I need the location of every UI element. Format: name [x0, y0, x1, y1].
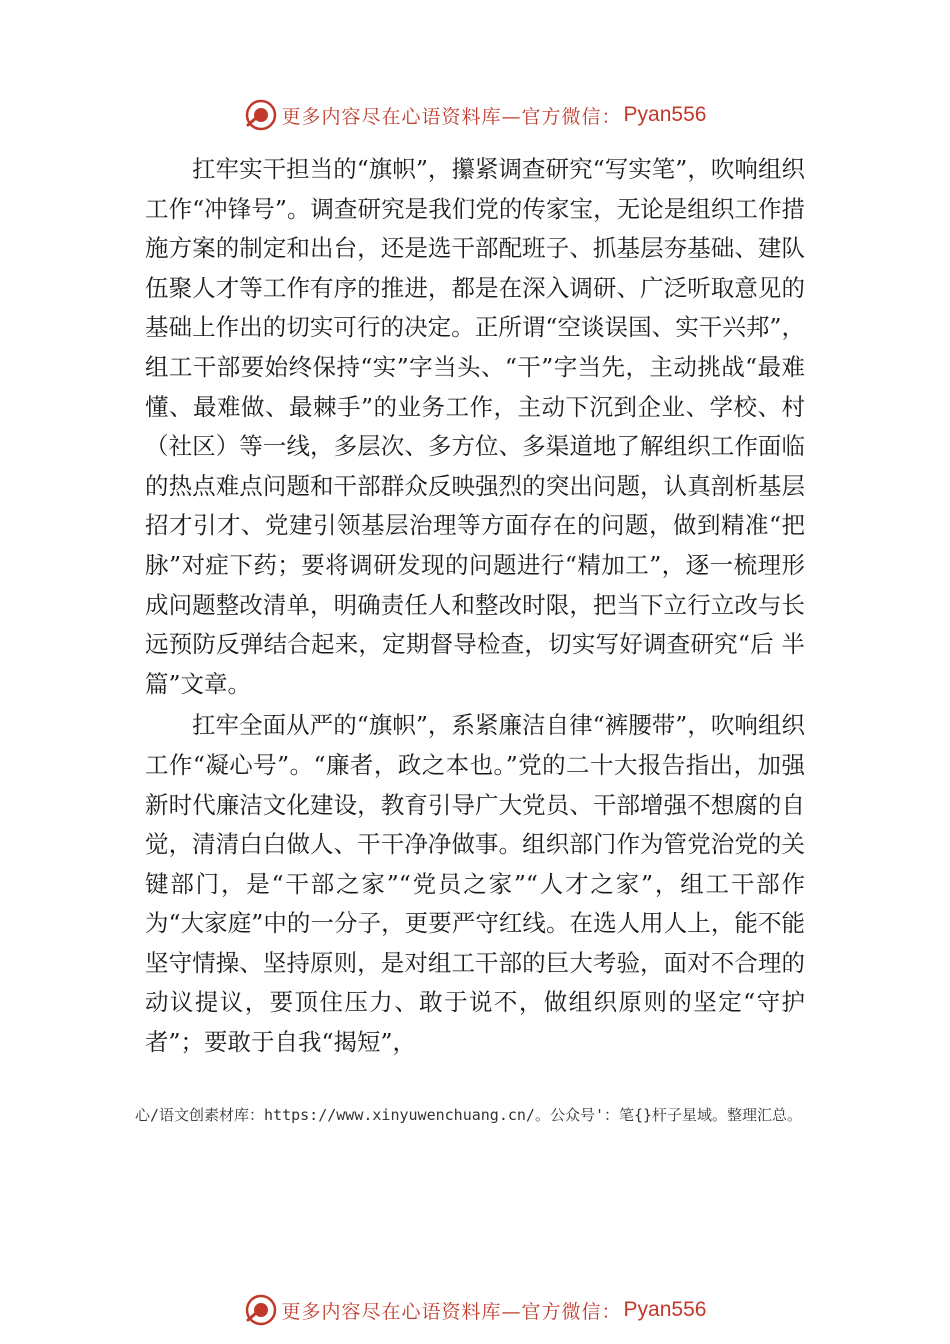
bottom-banner: [0, 1290, 950, 1330]
banner-wechat-id: Pyan556: [623, 1298, 707, 1321]
banner-slogan: 更多内容尽在心语资料库—官方微信：: [281, 105, 622, 128]
brand-logo-icon: [244, 1293, 278, 1327]
top-banner: [0, 95, 950, 135]
paragraph-1: 扛牢实干担当的“旗帜”，攥紧调查研究“写实笔”，吹响组织工作“冲锋号”。调查研究是我们党的传家宝，无论是组织工作措施方案的制定和出台，还是选干部配班子、抓基层夯基础、建队伍聚人才等工作有序的推进，都是在深入调研、广泛听取意见的基础上作出的切实可行的决定。正所谓“空谈误国、实干兴邦”，组工干部要始终保持“实”字当头、“干”字当先，主动挑战“最难懂、最难做、最棘手”的业务工作，主动下沉到企业、学校、村（社区）等一线，多层次、多方位、多渠道地了解组织工作面临的热点难点问题和干部群众反映强烈的突出问题，认真剖析基层招才引才、党建引领基层治理等方面存在的问题，做到精准“把脉”对症下药；要将调研发现的问题进行“精加工”，逐一梳理形成问题整改清单，明确责任人和整改时限，把当下立行立改与长远预防反弹结合起来，定期督导检查，切实写好调查研究“后 半篇”文章。: [145, 155, 805, 698]
brand-logo-icon: [244, 98, 278, 132]
source-footnote: 心/语文创素材库：https://www.xinyuwenchuang.cn/。公众号'：笔{}杆子星域。整理汇总。: [135, 1106, 803, 1124]
banner-wechat-id: Pyan556: [623, 103, 707, 126]
banner-slogan: 更多内容尽在心语资料库—官方微信：: [281, 1300, 622, 1323]
paragraph-2: 扛牢全面从严的“旗帜”，系紧廉洁自律“裤腰带”，吹响组织工作“凝心号”。“廉者，政之本也。”党的二十大报告指出，加强新时代廉洁文化建设，教育引导广大党员、干部增强不想腐的自觉，清清白白做人、干干净净做事。组织部门作为管党治党的关键部门，是“干部之家”“党员之家”“人才之家”，组工干部作为“大家庭”中的一分子，更要严守红线。在选人用人上，能不能坚守情操、坚持原则，是对组工干部的巨大考验，面对不合理的动议提议，要顶住压力、敢于说不，做组织原则的坚定“守护者”；要敢于自我“揭短”，: [145, 711, 805, 1057]
article-body: [145, 150, 805, 1063]
